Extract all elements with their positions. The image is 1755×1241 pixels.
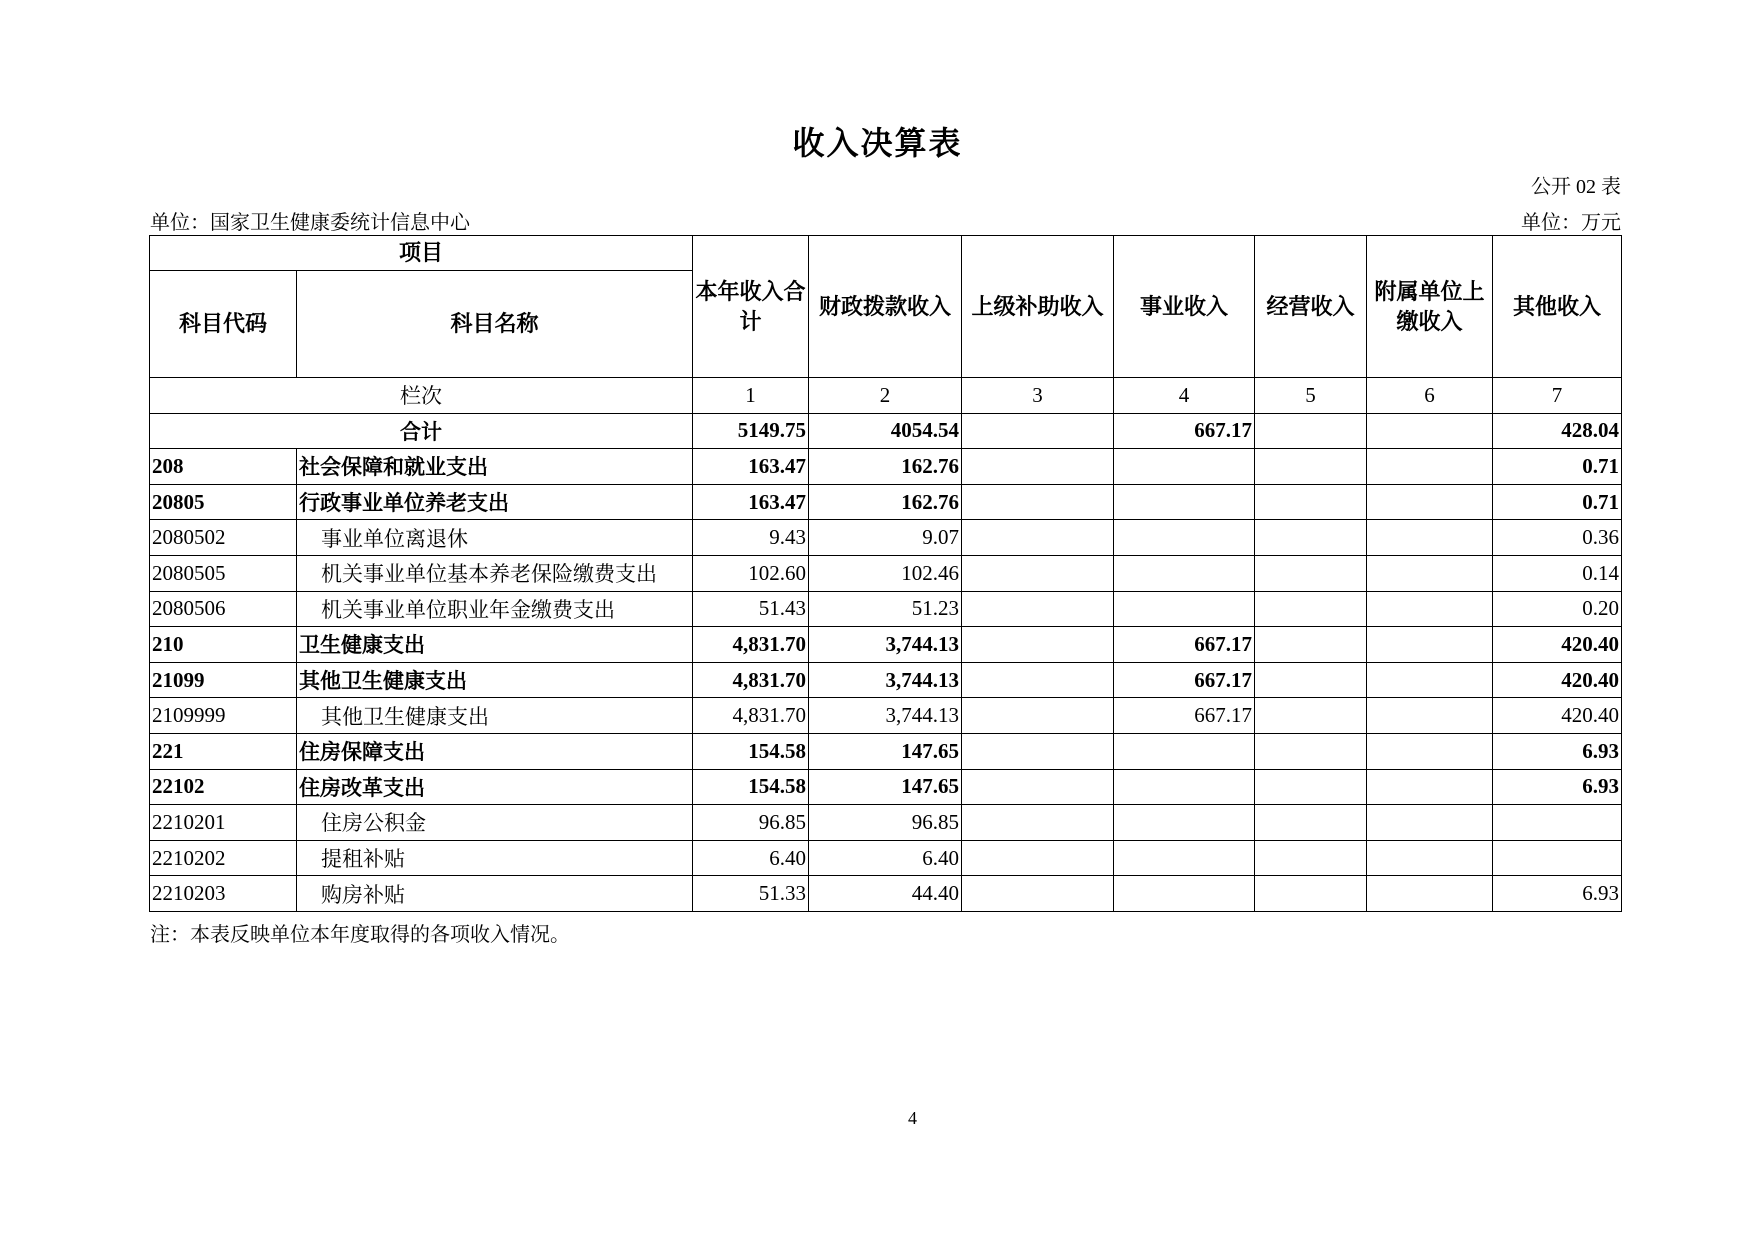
amount-cell: 51.33 [693,876,809,912]
column-index-label: 栏次 [150,378,693,414]
account-name: 购房补贴 [297,876,693,912]
amount-cell [1255,662,1367,698]
amount-cell [1367,662,1493,698]
amount-cell [1367,484,1493,520]
amount-cell: 0.71 [1493,449,1622,485]
table-row [150,698,1622,734]
table-row [150,876,1622,912]
amount-cell: 0.14 [1493,555,1622,591]
amount-cell: 420.40 [1493,698,1622,734]
account-code: 208 [150,449,297,485]
amount-cell [1255,449,1367,485]
amount-cell [1114,876,1255,912]
table-row [150,591,1622,627]
amount-cell [1114,449,1255,485]
account-code: 2080506 [150,591,297,627]
amount-cell: 6.93 [1493,876,1622,912]
amount-cell: 147.65 [809,733,962,769]
amount-cell: 0.20 [1493,591,1622,627]
table-row [150,484,1622,520]
header-other: 其他收入 [1493,236,1622,378]
amount-cell: 154.58 [693,769,809,805]
total-value: 5149.75 [693,413,809,449]
amount-cell: 667.17 [1114,662,1255,698]
amount-cell [962,733,1114,769]
amount-cell [1367,449,1493,485]
income-table [149,235,1622,912]
account-name: 住房公积金 [297,805,693,841]
header-business: 事业收入 [1114,236,1255,378]
account-name: 机关事业单位职业年金缴费支出 [297,591,693,627]
account-code: 21099 [150,662,297,698]
total-row [150,413,1622,449]
amount-cell: 667.17 [1114,698,1255,734]
amount-cell [1367,520,1493,556]
amount-cell [1114,840,1255,876]
total-label: 合计 [150,413,693,449]
amount-cell [1255,555,1367,591]
amount-cell [1367,840,1493,876]
header-item: 项目 [150,236,693,271]
total-value [1367,413,1493,449]
amount-cell [1255,805,1367,841]
column-index-row [150,378,1622,414]
table-row [150,769,1622,805]
amount-cell: 44.40 [809,876,962,912]
amount-cell [962,484,1114,520]
amount-cell [1493,840,1622,876]
amount-cell [962,876,1114,912]
amount-cell [1255,840,1367,876]
amount-cell: 6.40 [809,840,962,876]
page-number: 4 [908,1108,917,1128]
amount-cell [1114,520,1255,556]
amount-cell [1367,627,1493,663]
amount-cell: 0.71 [1493,484,1622,520]
table-row [150,627,1622,663]
column-index-number: 4 [1114,378,1255,414]
amount-cell: 3,744.13 [809,698,962,734]
amount-cell [1114,805,1255,841]
amount-cell [962,698,1114,734]
table-row [150,662,1622,698]
amount-cell: 102.60 [693,555,809,591]
account-name: 其他卫生健康支出 [297,698,693,734]
amount-cell [1255,627,1367,663]
amount-cell [1255,698,1367,734]
form-number: 公开 02 表 [1531,176,1621,198]
amount-cell: 3,744.13 [809,627,962,663]
amount-cell [962,805,1114,841]
amount-cell [1367,805,1493,841]
account-name: 卫生健康支出 [297,627,693,663]
amount-cell: 51.43 [693,591,809,627]
table-row [150,449,1622,485]
amount-cell: 3,744.13 [809,662,962,698]
table-row [150,840,1622,876]
header-operating: 经营收入 [1255,236,1367,378]
total-value: 667.17 [1114,413,1255,449]
amount-cell: 147.65 [809,769,962,805]
amount-cell: 6.93 [1493,769,1622,805]
account-code: 210 [150,627,297,663]
account-name: 提租补贴 [297,840,693,876]
account-code: 20805 [150,484,297,520]
amount-cell: 163.47 [693,449,809,485]
header-fiscal: 财政拨款收入 [809,236,962,378]
account-name: 住房保障支出 [297,733,693,769]
amount-cell: 163.47 [693,484,809,520]
amount-cell [1367,733,1493,769]
amount-cell [1367,876,1493,912]
amount-cell [1114,591,1255,627]
amount-cell: 154.58 [693,733,809,769]
amount-cell [962,840,1114,876]
account-code: 2109999 [150,698,297,734]
table-note: 注：本表反映单位本年度取得的各项收入情况。 [150,924,570,946]
page-title: 收入决算表 [792,125,963,161]
column-index-number: 1 [693,378,809,414]
amount-cell [1367,698,1493,734]
amount-cell: 96.85 [693,805,809,841]
amount-cell [962,591,1114,627]
account-code: 2080505 [150,555,297,591]
account-name: 事业单位离退休 [297,520,693,556]
table-row [150,520,1622,556]
header-name: 科目名称 [297,271,693,378]
column-index-number: 6 [1367,378,1493,414]
amount-cell: 6.93 [1493,733,1622,769]
account-name: 其他卫生健康支出 [297,662,693,698]
account-name: 社会保障和就业支出 [297,449,693,485]
amount-cell [1255,876,1367,912]
total-value: 4054.54 [809,413,962,449]
amount-cell: 667.17 [1114,627,1255,663]
amount-cell [962,769,1114,805]
amount-cell: 420.40 [1493,627,1622,663]
account-code: 2080502 [150,520,297,556]
currency-unit: 单位：万元 [1521,212,1621,234]
amount-cell: 96.85 [809,805,962,841]
table-row [150,733,1622,769]
amount-cell: 51.23 [809,591,962,627]
total-value [962,413,1114,449]
amount-cell: 0.36 [1493,520,1622,556]
amount-cell [962,662,1114,698]
amount-cell [1114,555,1255,591]
amount-cell [962,627,1114,663]
header-affiliated: 附属单位上缴收入 [1367,236,1493,378]
amount-cell: 4,831.70 [693,698,809,734]
total-value: 428.04 [1493,413,1622,449]
account-name: 行政事业单位养老支出 [297,484,693,520]
column-index-number: 5 [1255,378,1367,414]
column-index-number: 3 [962,378,1114,414]
amount-cell [1367,769,1493,805]
amount-cell: 102.46 [809,555,962,591]
total-value [1255,413,1367,449]
header-code: 科目代码 [150,271,297,378]
amount-cell [962,449,1114,485]
amount-cell [1114,484,1255,520]
amount-cell [1255,591,1367,627]
column-index-number: 2 [809,378,962,414]
reporting-unit: 单位：国家卫生健康委统计信息中心 [150,212,470,234]
account-name: 住房改革支出 [297,769,693,805]
amount-cell [1114,769,1255,805]
account-code: 2210203 [150,876,297,912]
table-row [150,805,1622,841]
amount-cell [1255,769,1367,805]
amount-cell [962,520,1114,556]
amount-cell [1493,805,1622,841]
amount-cell [1255,484,1367,520]
amount-cell: 162.76 [809,484,962,520]
account-name: 机关事业单位基本养老保险缴费支出 [297,555,693,591]
amount-cell: 9.07 [809,520,962,556]
amount-cell: 420.40 [1493,662,1622,698]
amount-cell [1367,555,1493,591]
header-total: 本年收入合计 [693,236,809,378]
header-superior: 上级补助收入 [962,236,1114,378]
amount-cell [1367,591,1493,627]
amount-cell [1255,520,1367,556]
amount-cell [962,555,1114,591]
amount-cell [1255,733,1367,769]
amount-cell [1114,733,1255,769]
amount-cell: 9.43 [693,520,809,556]
account-code: 2210202 [150,840,297,876]
account-code: 2210201 [150,805,297,841]
amount-cell: 4,831.70 [693,662,809,698]
amount-cell: 4,831.70 [693,627,809,663]
amount-cell: 6.40 [693,840,809,876]
column-index-number: 7 [1493,378,1622,414]
table-row [150,555,1622,591]
amount-cell: 162.76 [809,449,962,485]
account-code: 22102 [150,769,297,805]
account-code: 221 [150,733,297,769]
